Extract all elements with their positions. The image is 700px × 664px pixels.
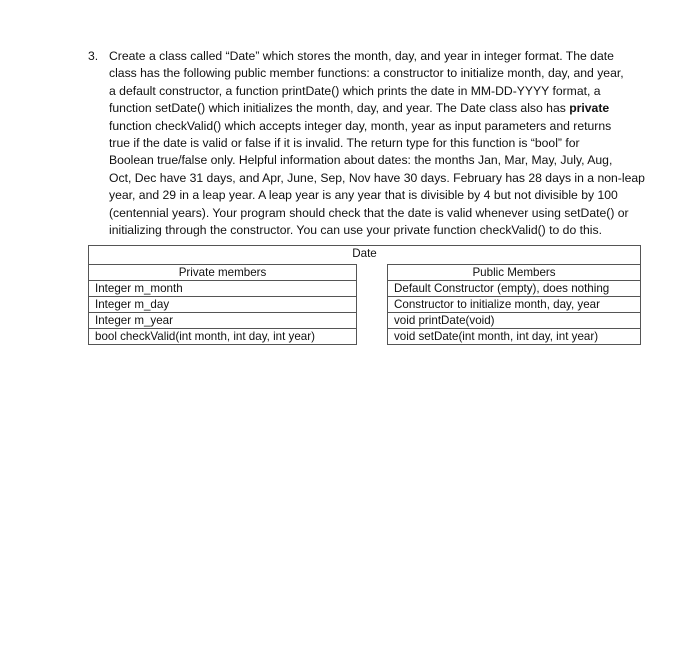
private-member-cell: Integer m_month [89, 281, 357, 297]
question-line: (centennial years). Your program should check that the date is valid whenever using setDate() or [109, 205, 629, 220]
column-spacer [357, 329, 388, 345]
column-spacer [357, 281, 388, 297]
question-line: Oct, Dec have 31 days, and Apr, June, Sep, Nov have 30 days. February has 28 days in a non-leap [109, 170, 645, 185]
private-member-cell: bool checkValid(int month, int day, int year) [89, 329, 357, 345]
question-text [109, 48, 645, 239]
question-line [109, 100, 633, 117]
private-member-cell: Integer m_year [89, 313, 357, 329]
date-class-table [88, 245, 641, 345]
question-number: 3. [88, 49, 99, 63]
public-member-cell: void setDate(int month, int day, int year) [388, 329, 641, 345]
class-name-cell: Date [89, 246, 641, 262]
question-line-text: function setDate() which initializes the month, day, and year. The Date class also has [109, 101, 570, 116]
column-spacer [357, 265, 388, 281]
private-members-header: Private members [89, 265, 357, 281]
public-members-header: Public Members [388, 265, 641, 281]
public-member-cell: void printDate(void) [388, 313, 641, 329]
question-line: year, and 29 in a leap year. A leap year is any year that is divisible by 4 but not divisible by 100 [109, 188, 618, 203]
question-line: initializing through the constructor. You can use your private function checkValid() to do this. [109, 222, 602, 237]
question-line: Boolean true/false only. Helpful information about dates: the months Jan, Mar, May, July, Aug, [109, 153, 613, 168]
question-line: class has the following public member functions: a constructor to initialize month, day, and year, [109, 66, 624, 81]
bold-keyword-private: private [569, 101, 610, 116]
column-spacer [357, 313, 388, 329]
question-line: function checkValid() which accepts integer day, month, year as input parameters and returns [109, 118, 612, 133]
column-spacer [357, 297, 388, 313]
private-member-cell: Integer m_day [89, 297, 357, 313]
question-line: true if the date is valid or false if it is invalid. The return type for this function is “bool” for [109, 135, 580, 150]
question-line: Create a class called “Date” which stores the month, day, and year in integer format. The date [109, 49, 614, 63]
public-member-cell: Default Constructor (empty), does nothing [388, 281, 641, 297]
public-member-cell: Constructor to initialize month, day, year [388, 297, 641, 313]
question-line: a default constructor, a function printDate() which prints the date in MM-DD-YYYY format, a [109, 83, 601, 98]
